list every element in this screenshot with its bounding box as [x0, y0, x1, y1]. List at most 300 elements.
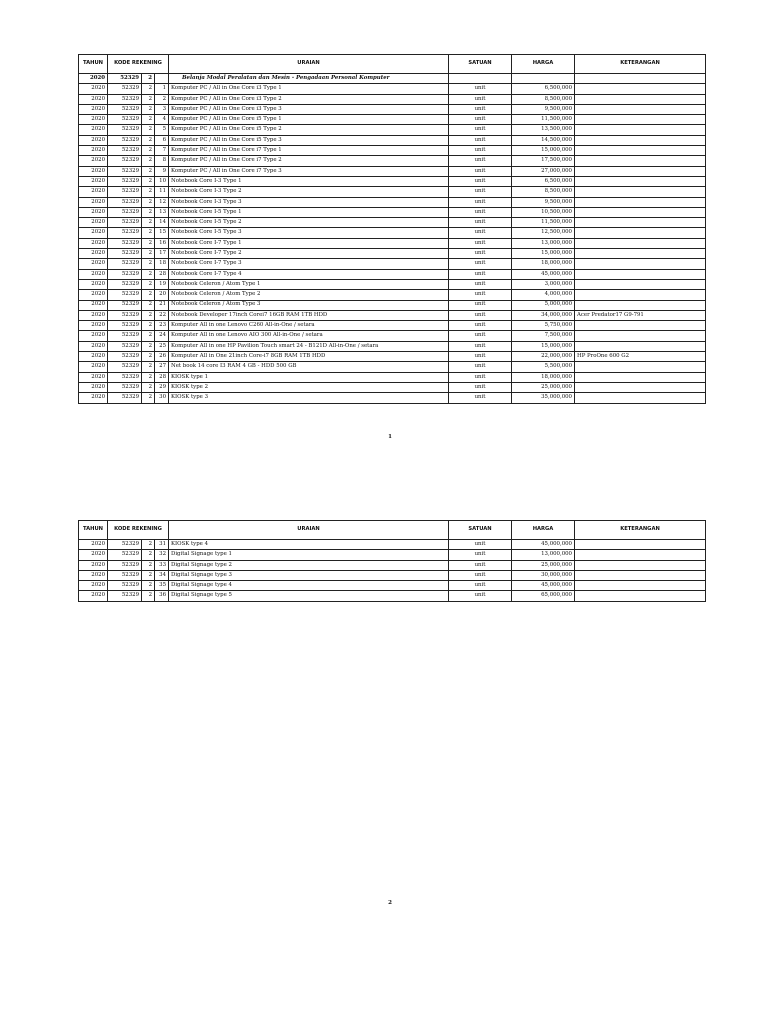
table-row — [79, 352, 706, 362]
cell-harga: 3,000,000 — [512, 279, 575, 289]
cell-harga: 15,000,000 — [512, 341, 575, 351]
cell-kode: 52329 — [108, 94, 142, 104]
table-row — [79, 218, 706, 228]
table-row — [79, 560, 706, 570]
cell-keterangan — [575, 382, 706, 392]
table-body — [79, 540, 706, 602]
cell-tahun: 2020 — [79, 300, 108, 310]
cell-no: 28 — [155, 372, 169, 382]
cell-harga: 11,500,000 — [512, 115, 575, 125]
cell-sub: 2 — [142, 372, 155, 382]
cell-no: 1 — [155, 84, 169, 94]
cell-sub: 2 — [142, 581, 155, 591]
cell-tahun: 2020 — [79, 393, 108, 403]
cell-no: 6 — [155, 135, 169, 145]
cell-tahun: 2020 — [79, 166, 108, 176]
cell-no: 12 — [155, 197, 169, 207]
cell-uraian: Notebook Developer 17inch Corei7 16GB RAM 1TB HDD — [169, 310, 449, 320]
cell-kode: 52329 — [108, 560, 142, 570]
cell-satuan: unit — [449, 310, 512, 320]
cell-satuan: unit — [449, 115, 512, 125]
table-row — [79, 228, 706, 238]
table-row — [79, 581, 706, 591]
cell-uraian: Notebook Core I-3 Type 2 — [169, 187, 449, 197]
cell-uraian: Notebook Celeron / Atom Type 3 — [169, 300, 449, 310]
table-row — [79, 362, 706, 372]
table-row — [79, 372, 706, 382]
price-table-page-2 — [78, 520, 706, 602]
cell-uraian: Notebook Core I-5 Type 1 — [169, 207, 449, 217]
cell-keterangan — [575, 372, 706, 382]
cell-harga: 34,000,000 — [512, 310, 575, 320]
cell-harga: 6,500,000 — [512, 84, 575, 94]
cell-harga: 17,500,000 — [512, 156, 575, 166]
cell-sub: 2 — [142, 125, 155, 135]
cell-sub: 2 — [142, 228, 155, 238]
cell-uraian: KIOSK type 2 — [169, 382, 449, 392]
cell-uraian: Komputer PC / All in One Core i3 Type 2 — [169, 94, 449, 104]
cell-kode: 52329 — [108, 187, 142, 197]
cell-tahun: 2020 — [79, 279, 108, 289]
cell-tahun: 2020 — [79, 269, 108, 279]
cell-kode: 52329 — [108, 540, 142, 550]
cell-satuan: unit — [449, 218, 512, 228]
cell-keterangan — [575, 207, 706, 217]
cell-kode: 52329 — [108, 331, 142, 341]
cell-sub: 2 — [142, 115, 155, 125]
cell-sub: 2 — [142, 197, 155, 207]
table-row — [79, 382, 706, 392]
cell-tahun: 2020 — [79, 321, 108, 331]
cell-uraian: Net book 14 core I3 RAM 4 GB - HDD 500 GB — [169, 362, 449, 372]
cell-tahun: 2020 — [79, 570, 108, 580]
cell-uraian: Komputer All in one Lenovo C260 All-in-One / setara — [169, 321, 449, 331]
cell-no: 22 — [155, 310, 169, 320]
cell-uraian: KIOSK type 4 — [169, 540, 449, 550]
table-row — [79, 94, 706, 104]
cell-sub: 2 — [142, 290, 155, 300]
cell-harga: 11,500,000 — [512, 218, 575, 228]
cell-keterangan — [575, 300, 706, 310]
cell-harga: 25,000,000 — [512, 382, 575, 392]
cell-satuan: unit — [449, 560, 512, 570]
cell-harga: 5,000,000 — [512, 300, 575, 310]
cell-tahun: 2020 — [79, 591, 108, 601]
cell-satuan: unit — [449, 331, 512, 341]
cell-tahun: 2020 — [79, 207, 108, 217]
cell-satuan: unit — [449, 581, 512, 591]
section-kode: 52329 — [108, 74, 142, 84]
cell-keterangan — [575, 197, 706, 207]
cell-sub: 2 — [142, 259, 155, 269]
cell-no: 5 — [155, 125, 169, 135]
cell-tahun: 2020 — [79, 331, 108, 341]
cell-tahun: 2020 — [79, 581, 108, 591]
table-row — [79, 341, 706, 351]
cell-kode: 52329 — [108, 84, 142, 94]
table-row — [79, 238, 706, 248]
cell-satuan: unit — [449, 382, 512, 392]
cell-kode: 52329 — [108, 591, 142, 601]
cell-sub: 2 — [142, 352, 155, 362]
cell-tahun: 2020 — [79, 372, 108, 382]
cell-uraian: Notebook Core I-7 Type 4 — [169, 269, 449, 279]
table-row — [79, 393, 706, 403]
cell-no: 8 — [155, 156, 169, 166]
cell-uraian: KIOSK type 3 — [169, 393, 449, 403]
cell-no: 30 — [155, 393, 169, 403]
section-sub: 2 — [142, 74, 155, 84]
cell-satuan: unit — [449, 362, 512, 372]
cell-harga: 18,000,000 — [512, 372, 575, 382]
price-table-page-1 — [78, 54, 706, 404]
cell-keterangan: Acer Predator17 G9-791 — [575, 310, 706, 320]
table-row — [79, 279, 706, 289]
cell-no: 20 — [155, 290, 169, 300]
cell-satuan: unit — [449, 300, 512, 310]
cell-no: 14 — [155, 218, 169, 228]
cell-no: 23 — [155, 321, 169, 331]
table-header — [79, 55, 706, 74]
cell-tahun: 2020 — [79, 259, 108, 269]
cell-keterangan — [575, 279, 706, 289]
cell-sub: 2 — [142, 591, 155, 601]
cell-keterangan — [575, 176, 706, 186]
cell-tahun: 2020 — [79, 104, 108, 114]
cell-kode: 52329 — [108, 259, 142, 269]
cell-kode: 52329 — [108, 372, 142, 382]
cell-no: 19 — [155, 279, 169, 289]
cell-kode: 52329 — [108, 135, 142, 145]
cell-sub: 2 — [142, 166, 155, 176]
cell-keterangan — [575, 393, 706, 403]
cell-harga: 14,500,000 — [512, 135, 575, 145]
cell-harga: 45,000,000 — [512, 540, 575, 550]
cell-uraian: Notebook Celeron / Atom Type 2 — [169, 290, 449, 300]
cell-sub: 2 — [142, 321, 155, 331]
cell-harga: 65,000,000 — [512, 591, 575, 601]
cell-keterangan — [575, 362, 706, 372]
cell-keterangan — [575, 269, 706, 279]
cell-keterangan — [575, 321, 706, 331]
table-row — [79, 540, 706, 550]
cell-kode: 52329 — [108, 238, 142, 248]
cell-keterangan — [575, 84, 706, 94]
table-row — [79, 269, 706, 279]
cell-tahun: 2020 — [79, 218, 108, 228]
cell-harga: 25,000,000 — [512, 560, 575, 570]
cell-harga: 9,500,000 — [512, 104, 575, 114]
cell-sub: 2 — [142, 570, 155, 580]
header-harga: HARGA — [512, 521, 575, 540]
cell-no: 29 — [155, 382, 169, 392]
cell-satuan: unit — [449, 341, 512, 351]
cell-keterangan — [575, 94, 706, 104]
cell-harga: 15,000,000 — [512, 146, 575, 156]
cell-tahun: 2020 — [79, 238, 108, 248]
cell-kode: 52329 — [108, 166, 142, 176]
cell-tahun: 2020 — [79, 94, 108, 104]
cell-satuan: unit — [449, 84, 512, 94]
table-row — [79, 321, 706, 331]
cell-sub: 2 — [142, 269, 155, 279]
cell-harga: 35,000,000 — [512, 393, 575, 403]
cell-keterangan — [575, 331, 706, 341]
cell-keterangan — [575, 238, 706, 248]
cell-tahun: 2020 — [79, 560, 108, 570]
cell-no: 31 — [155, 540, 169, 550]
header-tahun: TAHUN — [79, 55, 108, 74]
cell-kode: 52329 — [108, 362, 142, 372]
cell-tahun: 2020 — [79, 290, 108, 300]
cell-kode: 52329 — [108, 393, 142, 403]
cell-tahun: 2020 — [79, 187, 108, 197]
cell-sub: 2 — [142, 176, 155, 186]
cell-kode: 52329 — [108, 197, 142, 207]
cell-kode: 52329 — [108, 125, 142, 135]
cell-no: 17 — [155, 249, 169, 259]
cell-no: 2 — [155, 94, 169, 104]
cell-kode: 52329 — [108, 269, 142, 279]
cell-no: 32 — [155, 550, 169, 560]
cell-sub: 2 — [142, 94, 155, 104]
cell-kode: 52329 — [108, 218, 142, 228]
cell-no: 25 — [155, 341, 169, 351]
cell-tahun: 2020 — [79, 382, 108, 392]
cell-no: 33 — [155, 560, 169, 570]
cell-no: 24 — [155, 331, 169, 341]
cell-kode: 52329 — [108, 341, 142, 351]
cell-kode: 52329 — [108, 279, 142, 289]
cell-harga: 10,500,000 — [512, 207, 575, 217]
cell-tahun: 2020 — [79, 540, 108, 550]
cell-sub: 2 — [142, 84, 155, 94]
cell-sub: 2 — [142, 146, 155, 156]
table-row — [79, 115, 706, 125]
header-tahun: TAHUN — [79, 521, 108, 540]
cell-satuan: unit — [449, 393, 512, 403]
cell-uraian: Digital Signage type 1 — [169, 550, 449, 560]
cell-keterangan — [575, 581, 706, 591]
cell-satuan: unit — [449, 249, 512, 259]
cell-tahun: 2020 — [79, 362, 108, 372]
cell-uraian: Notebook Core I-3 Type 1 — [169, 176, 449, 186]
cell-uraian: Komputer PC / All in One Core i7 Type 2 — [169, 156, 449, 166]
cell-harga: 5,750,000 — [512, 321, 575, 331]
cell-uraian: Digital Signage type 4 — [169, 581, 449, 591]
table-row — [79, 84, 706, 94]
cell-no: 15 — [155, 228, 169, 238]
cell-satuan: unit — [449, 259, 512, 269]
cell-kode: 52329 — [108, 300, 142, 310]
cell-sub: 2 — [142, 218, 155, 228]
cell-no: 9 — [155, 166, 169, 176]
cell-keterangan — [575, 115, 706, 125]
table-row — [79, 125, 706, 135]
cell-harga: 18,000,000 — [512, 259, 575, 269]
cell-uraian: Komputer PC / All in One Core i7 Type 3 — [169, 166, 449, 176]
page-number: 1 — [388, 434, 392, 440]
table-row — [79, 570, 706, 580]
cell-keterangan — [575, 290, 706, 300]
cell-uraian: Komputer PC / All in One Core i3 Type 3 — [169, 104, 449, 114]
cell-tahun: 2020 — [79, 84, 108, 94]
cell-satuan: unit — [449, 290, 512, 300]
cell-tahun: 2020 — [79, 310, 108, 320]
cell-satuan: unit — [449, 176, 512, 186]
cell-sub: 2 — [142, 300, 155, 310]
cell-keterangan — [575, 570, 706, 580]
cell-uraian: Notebook Core I-7 Type 1 — [169, 238, 449, 248]
cell-kode: 52329 — [108, 207, 142, 217]
cell-no: 18 — [155, 259, 169, 269]
cell-kode: 52329 — [108, 228, 142, 238]
cell-satuan: unit — [449, 570, 512, 580]
header-kode-rekening: KODE REKENING — [108, 55, 169, 74]
cell-keterangan — [575, 135, 706, 145]
section-keterangan — [575, 74, 706, 84]
cell-keterangan — [575, 550, 706, 560]
cell-kode: 52329 — [108, 115, 142, 125]
cell-satuan: unit — [449, 321, 512, 331]
cell-harga: 27,000,000 — [512, 166, 575, 176]
table-row — [79, 259, 706, 269]
cell-tahun: 2020 — [79, 197, 108, 207]
header-satuan: SATUAN — [449, 55, 512, 74]
cell-sub: 2 — [142, 331, 155, 341]
cell-no: 34 — [155, 570, 169, 580]
header-uraian: URAIAN — [169, 521, 449, 540]
table-row — [79, 550, 706, 560]
cell-no: 13 — [155, 207, 169, 217]
cell-sub: 2 — [142, 249, 155, 259]
cell-keterangan — [575, 341, 706, 351]
cell-sub: 2 — [142, 207, 155, 217]
cell-satuan: unit — [449, 104, 512, 114]
cell-sub: 2 — [142, 310, 155, 320]
cell-sub: 2 — [142, 341, 155, 351]
cell-satuan: unit — [449, 94, 512, 104]
section-heading-row — [79, 74, 706, 84]
cell-no: 21 — [155, 300, 169, 310]
cell-no: 28 — [155, 269, 169, 279]
cell-sub: 2 — [142, 156, 155, 166]
cell-kode: 52329 — [108, 310, 142, 320]
cell-satuan: unit — [449, 135, 512, 145]
cell-kode: 52329 — [108, 176, 142, 186]
cell-satuan: unit — [449, 550, 512, 560]
cell-no: 16 — [155, 238, 169, 248]
cell-harga: 13,500,000 — [512, 125, 575, 135]
cell-uraian: Komputer All in One 21inch Core-i7 8GB RAM 1TB HDD — [169, 352, 449, 362]
cell-sub: 2 — [142, 393, 155, 403]
cell-keterangan — [575, 259, 706, 269]
cell-kode: 52329 — [108, 104, 142, 114]
header-harga: HARGA — [512, 55, 575, 74]
section-title: Belanja Modal Peralatan dan Mesin - Pengadaan Personal Komputer — [169, 74, 449, 84]
cell-tahun: 2020 — [79, 115, 108, 125]
cell-harga: 45,000,000 — [512, 581, 575, 591]
cell-harga: 9,500,000 — [512, 197, 575, 207]
cell-sub: 2 — [142, 560, 155, 570]
cell-satuan: unit — [449, 372, 512, 382]
cell-uraian: Notebook Celeron / Atom Type 1 — [169, 279, 449, 289]
table-row — [79, 591, 706, 601]
cell-harga: 13,000,000 — [512, 238, 575, 248]
cell-harga: 6,500,000 — [512, 176, 575, 186]
cell-keterangan — [575, 187, 706, 197]
cell-satuan: unit — [449, 540, 512, 550]
cell-sub: 2 — [142, 104, 155, 114]
table-row — [79, 290, 706, 300]
table-row — [79, 310, 706, 320]
cell-uraian: Digital Signage type 5 — [169, 591, 449, 601]
cell-satuan: unit — [449, 269, 512, 279]
cell-tahun: 2020 — [79, 135, 108, 145]
cell-uraian: Digital Signage type 2 — [169, 560, 449, 570]
cell-kode: 52329 — [108, 290, 142, 300]
cell-kode: 52329 — [108, 570, 142, 580]
cell-tahun: 2020 — [79, 341, 108, 351]
cell-keterangan: HP ProOne 600 G2 — [575, 352, 706, 362]
cell-harga: 22,000,000 — [512, 352, 575, 362]
cell-uraian: Notebook Core I-3 Type 3 — [169, 197, 449, 207]
cell-kode: 52329 — [108, 249, 142, 259]
cell-kode: 52329 — [108, 146, 142, 156]
cell-no: 26 — [155, 352, 169, 362]
cell-satuan: unit — [449, 228, 512, 238]
cell-sub: 2 — [142, 540, 155, 550]
cell-uraian: Komputer PC / All in One Core i3 Type 1 — [169, 84, 449, 94]
cell-keterangan — [575, 560, 706, 570]
cell-kode: 52329 — [108, 382, 142, 392]
cell-uraian: Notebook Core I-7 Type 2 — [169, 249, 449, 259]
cell-keterangan — [575, 125, 706, 135]
cell-uraian: Komputer PC / All in One Core i5 Type 1 — [169, 115, 449, 125]
table-row — [79, 176, 706, 186]
cell-no: 35 — [155, 581, 169, 591]
cell-satuan: unit — [449, 279, 512, 289]
cell-tahun: 2020 — [79, 146, 108, 156]
table-row — [79, 207, 706, 217]
cell-sub: 2 — [142, 279, 155, 289]
cell-uraian: Komputer PC / All in One Core i5 Type 2 — [169, 125, 449, 135]
cell-no: 3 — [155, 104, 169, 114]
cell-tahun: 2020 — [79, 249, 108, 259]
cell-kode: 52329 — [108, 550, 142, 560]
cell-harga: 8,500,000 — [512, 94, 575, 104]
section-tahun: 2020 — [79, 74, 108, 84]
table-row — [79, 197, 706, 207]
cell-no: 36 — [155, 591, 169, 601]
section-no — [155, 74, 169, 84]
table-body — [79, 74, 706, 404]
cell-harga: 13,000,000 — [512, 550, 575, 560]
cell-keterangan — [575, 218, 706, 228]
cell-keterangan — [575, 540, 706, 550]
cell-satuan: unit — [449, 125, 512, 135]
section-harga — [512, 74, 575, 84]
cell-keterangan — [575, 156, 706, 166]
cell-tahun: 2020 — [79, 125, 108, 135]
header-keterangan: KETERANGAN — [575, 55, 706, 74]
cell-uraian: KIOSK type 1 — [169, 372, 449, 382]
cell-keterangan — [575, 228, 706, 238]
table-row — [79, 135, 706, 145]
header-kode-rekening: KODE REKENING — [108, 521, 169, 540]
cell-satuan: unit — [449, 166, 512, 176]
cell-sub: 2 — [142, 382, 155, 392]
